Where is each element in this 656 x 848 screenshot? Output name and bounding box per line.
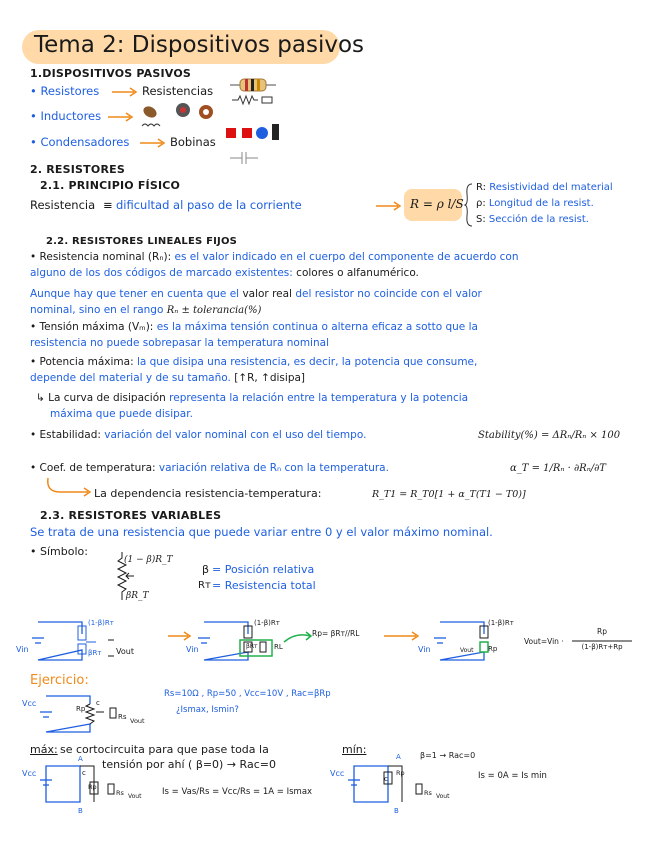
ejercicio-rs: Rs <box>118 713 127 721</box>
section-2-heading: 2. RESISTORES <box>30 163 125 176</box>
resistance-formula: R = ρ l/S <box>410 197 464 211</box>
circuit-3-top-label: (1-β)Rᴛ <box>488 619 514 627</box>
potencia-line-1: • Potencia máxima: la que disipa una resistencia, es decir, la potencia que consume, <box>30 356 478 368</box>
resistores-label: • Resistores <box>30 84 100 98</box>
max-vcc: Vcc <box>22 769 37 778</box>
rp-equation: Rp= βRᴛ//RL <box>312 629 360 638</box>
brace-icon <box>464 182 474 228</box>
vout-formula: Vout=Vin · <box>524 637 564 646</box>
circuit-3-vout: Vout <box>460 647 474 654</box>
arrow-icon <box>382 630 422 642</box>
circuit-2-rl: RL <box>274 643 283 651</box>
circuit-1-top-label: (1-β)Rᴛ <box>88 619 114 627</box>
variables-heading: 2.3. RESISTORES VARIABLES <box>40 509 222 522</box>
min-a: A <box>396 753 401 761</box>
vout-denominator: (1-β)Rᴛ+Rp <box>581 643 623 651</box>
min-vout: Vout <box>436 793 450 800</box>
ejercicio-data: Rs=10Ω , Rp=50 , Vcc=10V , Rac=βRp <box>164 689 331 699</box>
arrow-icon <box>106 111 136 123</box>
ejercicio-heading: Ejercicio: <box>30 673 89 688</box>
symbol-top-label: (1 − β)R_T <box>124 555 173 565</box>
curva-line-2: máxima que puede disipar. <box>50 408 193 420</box>
resistencia-label: Resistencia <box>30 198 96 212</box>
min-c: c <box>384 775 388 783</box>
circuit-1-vout: Vout <box>116 647 134 656</box>
tension-line-1: • Tensión máxima (Vₘ): es la máxima tensión continua o alterna eficaz a sotto que la <box>30 321 478 333</box>
circuit-1-vin: Vin <box>16 645 29 654</box>
condensadores-label: • Condensadores <box>30 135 130 149</box>
principio-fisico-heading: 2.1. PRINCIPIO FÍSICO <box>40 179 181 192</box>
potencia-line-2: depende del material y de su tamaño. [↑R, ↑disipa] <box>30 372 306 384</box>
bobinas-label: Bobinas <box>170 135 216 149</box>
resistencias-label: Resistencias <box>142 84 214 98</box>
beta-definition: = Posición relativa <box>212 563 315 576</box>
estabilidad-line: • Estabilidad: variación del valor nominal con el uso del tiempo. <box>30 429 367 441</box>
nominal-line-1: • Resistencia nominal (Rₙ): es el valor indicado en el cuerpo del componente de acuerdo con <box>30 251 519 263</box>
ejercicio-vcc: Vcc <box>22 699 37 708</box>
legend-s: S: Sección de la resist. <box>476 214 589 225</box>
vout-numerator: Rp <box>597 627 607 636</box>
circuit-1-bottom-label: βRᴛ <box>88 649 102 657</box>
stability-formula: Stability(%) = ΔRₙ/Rₙ × 100 <box>478 430 621 441</box>
max-rp: Rp <box>88 783 97 791</box>
max-label: máx: <box>30 743 58 756</box>
nominal-line-4: nominal, sino en el rango Rₙ ± tolerancia(%) <box>30 304 262 316</box>
max-vout: Vout <box>128 793 142 800</box>
arrow-icon <box>138 137 168 149</box>
ejercicio-circuit-diagram <box>36 686 146 738</box>
green-arrow-icon <box>284 632 314 644</box>
legend-rho: ρ: Longitud de la resist. <box>476 198 594 209</box>
resistencia-definition: dificultad al paso de la corriente <box>116 198 302 212</box>
max-formula: Is = Vas/Rs = Vcc/Rs = 1A = Ismax <box>162 787 313 797</box>
curva-line-1: ↳ La curva de disipación representa la relación entre la temperatura y la potencia <box>36 392 469 404</box>
beta-symbol: β <box>202 563 210 576</box>
max-rs: Rs <box>116 789 124 797</box>
max-b: B <box>78 807 83 815</box>
tension-line-2: resistencia no puede sobrepasar la temperatura nominal <box>30 337 329 349</box>
max-text-1: se cortocircuita para que pase toda la <box>60 743 269 756</box>
variables-definition: Se trata de una resistencia que puede variar entre 0 y el valor máximo nominal. <box>30 525 493 539</box>
min-vcc: Vcc <box>330 769 345 778</box>
min-formula: Is = 0A = Is min <box>478 771 547 781</box>
coef-line: • Coef. de temperatura: variación relativa de Rₙ con la temperatura. <box>30 462 389 474</box>
inductores-label: • Inductores <box>30 109 102 123</box>
arrow-icon <box>374 200 404 212</box>
min-rp: Rp <box>396 769 405 777</box>
min-beta: β=1 → Rac=0 <box>420 751 476 760</box>
min-b: B <box>394 807 399 815</box>
max-c: c <box>82 769 86 777</box>
circuit-2-vin: Vin <box>186 645 199 654</box>
curved-arrow-icon <box>44 476 94 498</box>
min-rs: Rs <box>424 789 432 797</box>
coef-formula: α_T = 1/Rₙ · ∂Rₙ/∂T <box>510 463 606 474</box>
legend-r: R: Resistividad del material <box>476 182 613 193</box>
circuit-3-rp: Rp <box>488 645 498 653</box>
max-circuit-diagram <box>36 752 146 812</box>
rt-definition: = Resistencia total <box>212 579 316 592</box>
page-title: Tema 2: Dispositivos pasivos <box>34 32 365 58</box>
arrow-icon <box>166 630 194 642</box>
equiv-symbol: ≡ <box>103 198 113 212</box>
inductor-images-icon <box>138 100 218 130</box>
arrow-icon <box>110 86 140 98</box>
lineales-fijos-heading: 2.2. RESISTORES LINEALES FIJOS <box>46 236 238 247</box>
min-label: mín: <box>342 743 367 756</box>
section-1-heading: 1.DISPOSITIVOS PASIVOS <box>30 67 191 80</box>
simbolo-label: • Símbolo: <box>30 545 88 558</box>
nominal-line-3: Aunque hay que tener en cuenta que el valor real del resistor no coincide con el valor <box>30 288 482 300</box>
ejercicio-question: ¿Ismax, Ismin? <box>176 705 239 715</box>
circuit-2-top-label: (1-β)Rᴛ <box>254 619 280 627</box>
circuit-3-vin: Vin <box>418 645 431 654</box>
nominal-line-2: alguno de los dos códigos de marcado existentes: colores o alfanumérico. <box>30 267 419 279</box>
max-text-2: tensión por ahí ( β=0) → Rac=0 <box>102 758 276 771</box>
circuit-2-bottom-label: βRᴛ <box>246 643 258 650</box>
resistor-image-icon <box>230 76 276 106</box>
ejercicio-rp: Rp <box>76 705 86 713</box>
ejercicio-c: c <box>96 699 100 707</box>
rt-symbol: Rᴛ <box>198 580 211 591</box>
dependencia-formula: R_T1 = R_T0[1 + α_T(T1 − T0)] <box>372 489 526 500</box>
symbol-bottom-label: βR_T <box>126 591 149 601</box>
max-a: A <box>78 755 83 763</box>
capacitor-images-icon <box>224 122 284 164</box>
dependencia-label: La dependencia resistencia-temperatura: <box>94 487 322 500</box>
ejercicio-vout: Vout <box>130 717 145 725</box>
